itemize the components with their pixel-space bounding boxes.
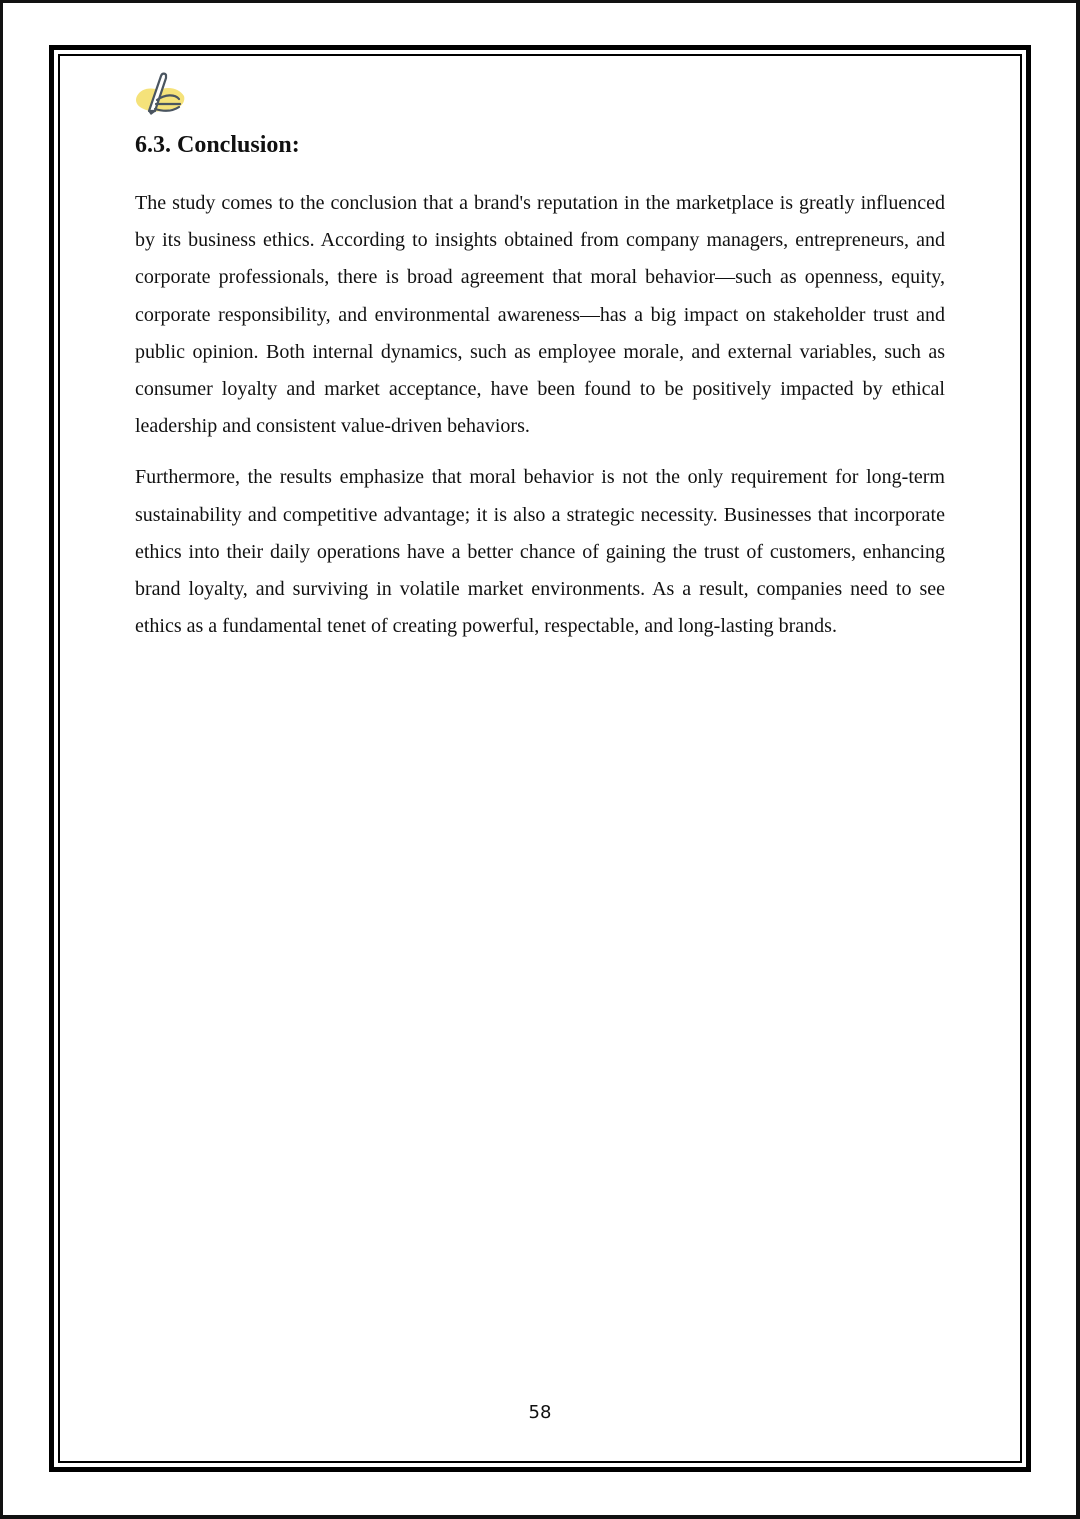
body-text [135,185,945,659]
page-number: 58 [528,1402,552,1423]
paragraph-2: Furthermore, the results emphasize that moral behavior is not the only requirement for long-term sustainability and competitive advantage; it is also a strategic necessity. Businesses that incorporate ethics into their daily operations have a better chance of gaining the trust of customers, enhancing brand loyalty, and surviving in volatile market environments. As a result, companies need to see ethics as a fundamental tenet of creating powerful, respectable, and long-lasting brands. [135,466,945,638]
section-heading: 6.3. Conclusion: [135,132,300,158]
pen-writing-icon [135,70,189,118]
paragraph-1: The study comes to the conclusion that a brand's reputation in the marketplace is greatly influenced by its business ethics. According to insights obtained from company managers, entrepreneurs, and corporate professionals, there is broad agreement that moral behavior—such as openness, equity, corporate responsibility, and environmental awareness—has a big impact on stakeholder trust and public opinion. Both internal dynamics, such as employee morale, and external variables, such as consumer loyalty and market acceptance, have been found to be positively impacted by ethical leadership and consistent value-driven behaviors. [135,192,945,438]
